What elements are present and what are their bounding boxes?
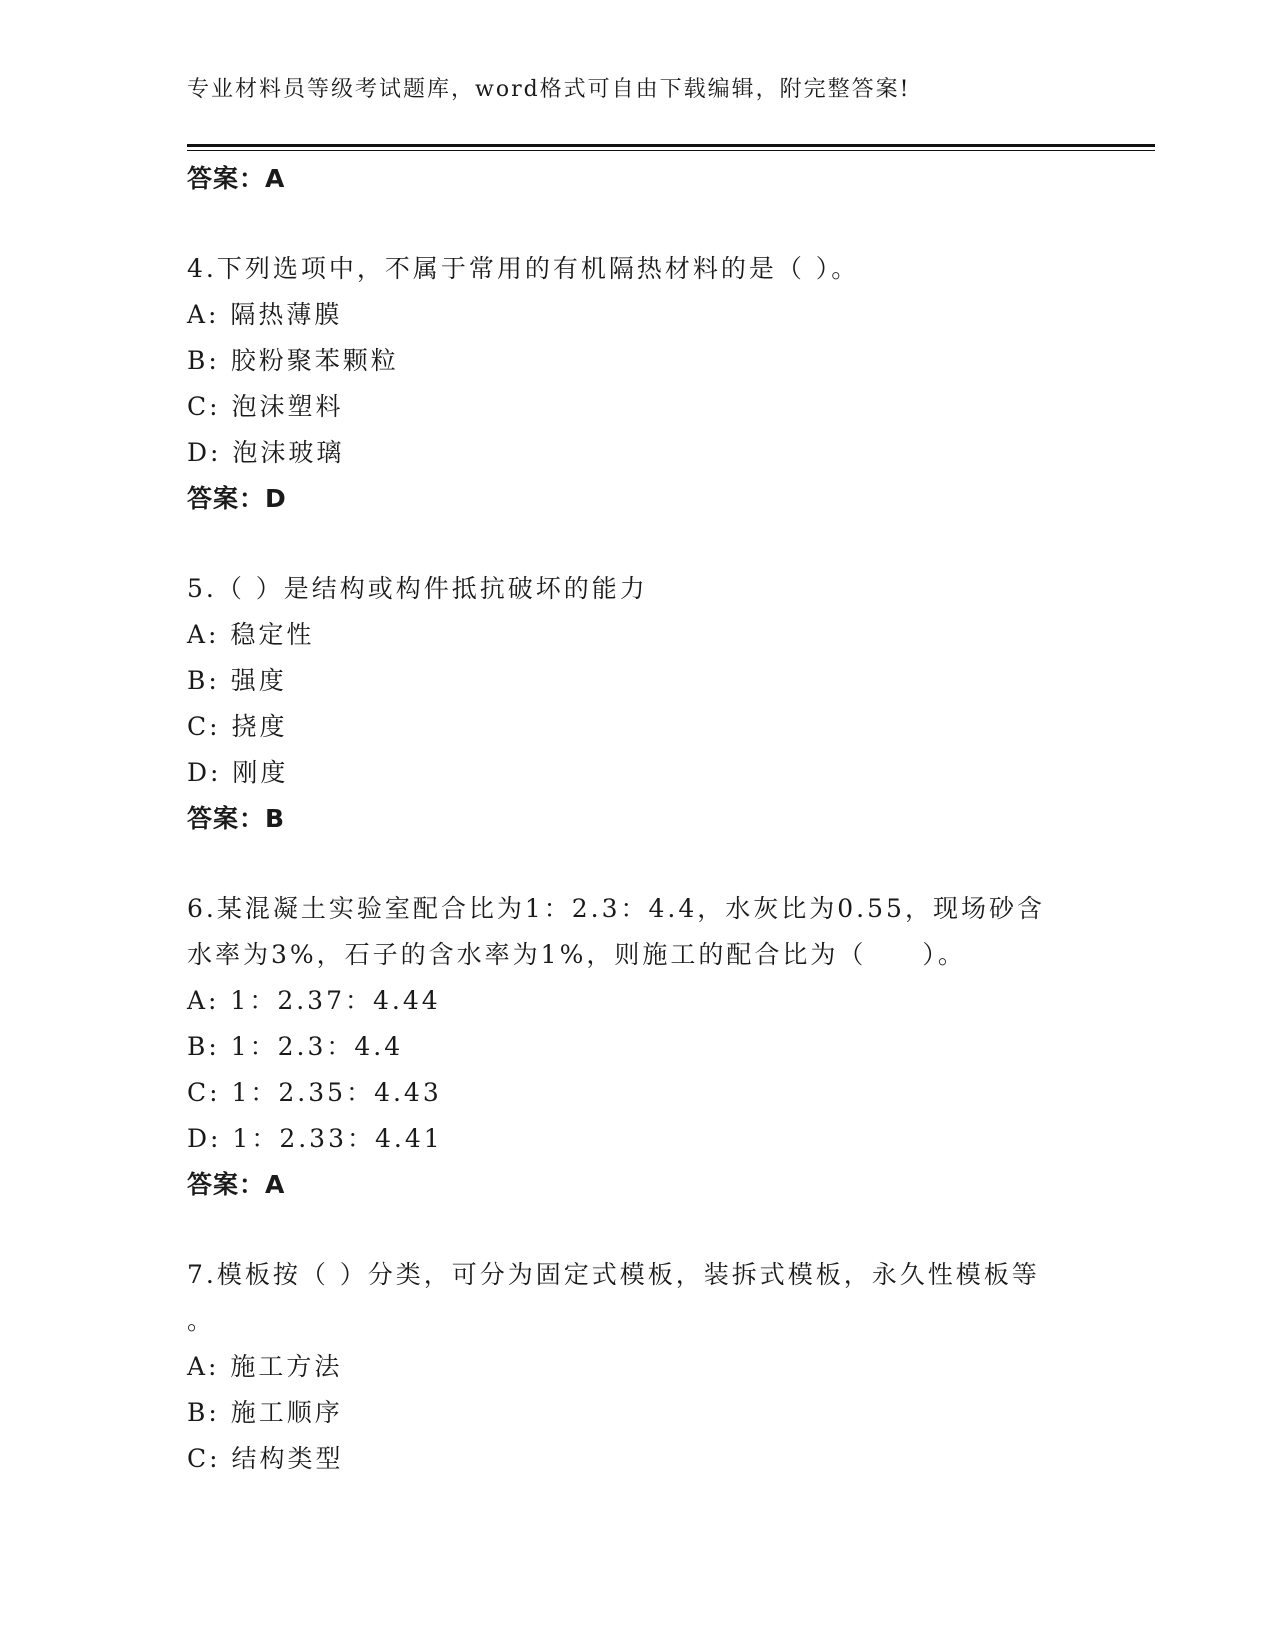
header-rule-thick xyxy=(187,144,1155,147)
option-6c: C: 1：2.35：4.43 xyxy=(187,1078,442,1107)
question-content xyxy=(187,156,1087,1482)
option-6d: D: 1：2.33：4.41 xyxy=(187,1124,443,1153)
answer-q6: 答案：A xyxy=(187,1170,286,1199)
option-5b: B: 强度 xyxy=(187,666,287,695)
option-4a: A: 隔热薄膜 xyxy=(187,300,343,329)
option-4b: B: 胶粉聚苯颗粒 xyxy=(187,346,399,375)
question-stem-7-line2: 。 xyxy=(187,1306,216,1335)
option-6a: A: 1：2.37：4.44 xyxy=(187,986,441,1015)
option-7b: B: 施工顺序 xyxy=(187,1398,343,1427)
answer-q4: 答案：D xyxy=(187,484,287,513)
question-stem-6-line1: 6.某混凝土实验室配合比为1：2.3：4.4，水灰比为0.55，现场砂含 xyxy=(187,894,1045,923)
option-5c: C: 挠度 xyxy=(187,712,288,741)
option-7a: A: 施工方法 xyxy=(187,1352,343,1381)
question-stem-5: 5.（ ）是结构或构件抵抗破坏的能力 xyxy=(187,574,648,603)
option-4d: D: 泡沫玻璃 xyxy=(187,438,345,467)
option-6b: B: 1：2.3：4.4 xyxy=(187,1032,404,1061)
answer-q3: 答案：A xyxy=(187,164,286,193)
answer-q5: 答案：B xyxy=(187,804,286,833)
option-4c: C: 泡沫塑料 xyxy=(187,392,344,421)
page-header: 专业材料员等级考试题库，word格式可自由下载编辑，附完整答案! xyxy=(187,77,911,102)
question-stem-4: 4.下列选项中，不属于常用的有机隔热材料的是（ ）。 xyxy=(187,254,860,283)
option-5a: A: 稳定性 xyxy=(187,620,315,649)
question-stem-6-line2: 水率为3%，石子的含水率为1%，则施工的配合比为（ ）。 xyxy=(187,940,966,969)
question-stem-7-line1: 7.模板按（ ）分类，可分为固定式模板，装拆式模板，永久性模板等 xyxy=(187,1260,1040,1289)
option-7c: C: 结构类型 xyxy=(187,1444,344,1473)
option-5d: D: 刚度 xyxy=(187,758,289,787)
header-rule-thin xyxy=(187,150,1155,151)
